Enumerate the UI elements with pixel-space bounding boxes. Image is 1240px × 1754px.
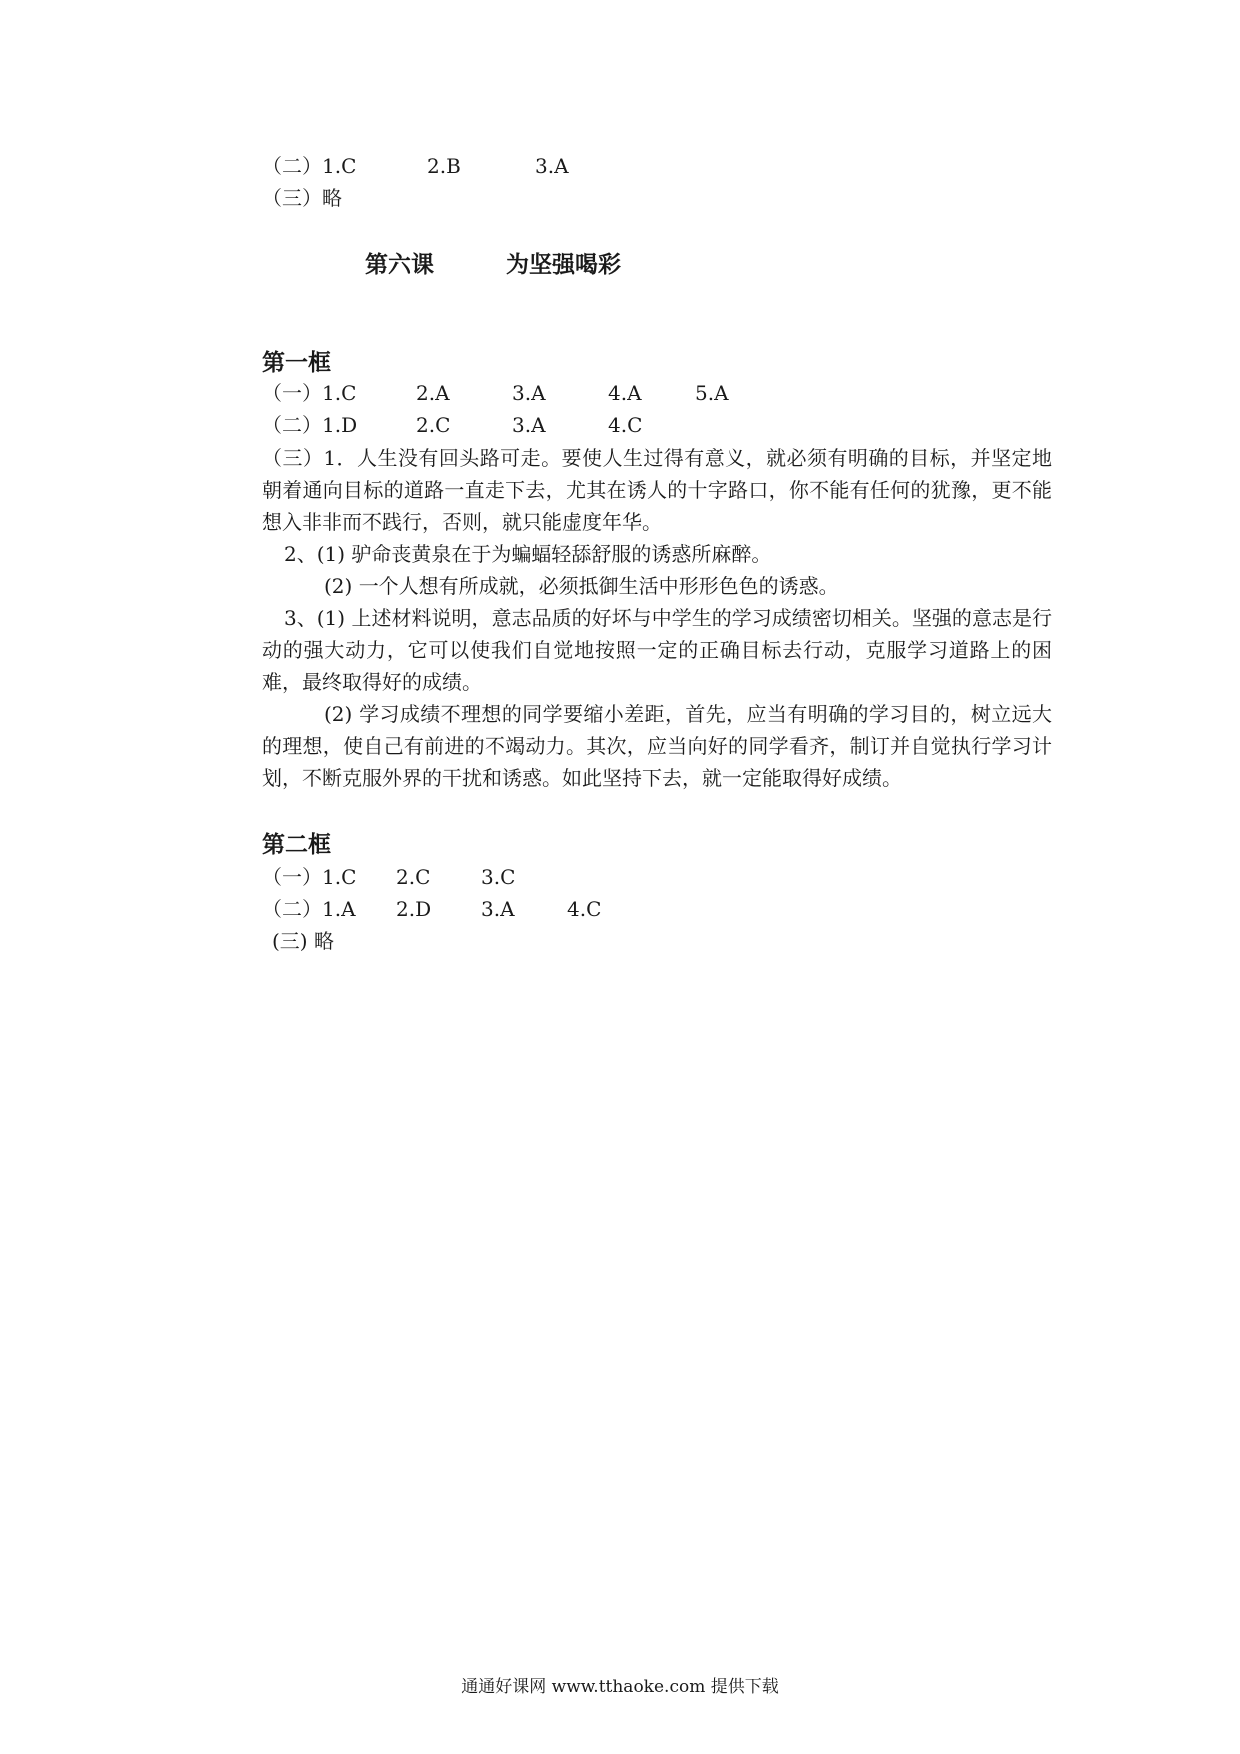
answer-row-frame2-group2 [262, 893, 601, 925]
answer-text: 略 [313, 929, 334, 953]
answer-item: 3.C [481, 865, 516, 889]
page-footer: 通通好课网 www.tthaoke.com 提供下载 [461, 1677, 779, 1697]
group-label: （二） [262, 413, 322, 437]
answer-row-top-group3 [262, 182, 342, 214]
answer-text: 略 [322, 186, 342, 210]
answer-item: 4.C [608, 413, 643, 437]
answer-item: 1.A [322, 897, 356, 921]
answer-paragraph-q3-2: (2) 学习成绩不理想的同学要缩小差距，首先，应当有明确的学习目的，树立远大的理想，使自己有前进的不竭动力。其次，应当向好的同学看齐，制订并自觉执行学习计划，不断克服外界的干扰和诱惑。如此坚持下去，就一定能取得好成绩。 [262, 702, 1052, 790]
lesson-name: 为坚强喝彩 [506, 252, 621, 278]
answer-item: 4.A [608, 381, 642, 405]
group-label: （二） [262, 897, 322, 921]
answer-item: 2.C [416, 413, 451, 437]
answer-paragraph-q3-1: 3、(1) 上述材料说明，意志品质的好坏与中学生的学习成绩密切相关。坚强的意志是行动的强大动力，它可以使我们自觉地按照一定的正确目标去行动，克服学习道路上的困难，最终取得好的成绩。 [262, 606, 1052, 694]
answer-item: 4.C [567, 897, 602, 921]
answer-item: 1.D [322, 413, 358, 437]
answer-item: 3.A [481, 897, 515, 921]
answer-row-frame2-group1 [262, 861, 515, 893]
answer-item: 3.A [512, 381, 546, 405]
answer-paragraph-q2-2: (2) 一个人想有所成就，必须抵御生活中形形色色的诱惑。 [324, 574, 839, 598]
answer-row-frame1-group2 [262, 409, 642, 441]
answer-row-top-group2 [262, 150, 569, 182]
answer-paragraph-q2-1: 2、(1) 驴命丧黄泉在于为蝙蝠轻舔舒服的诱惑所麻醉。 [284, 542, 772, 566]
answer-item: 1.C [322, 381, 357, 405]
answer-row-frame2-group3 [272, 925, 334, 957]
group-label: （一） [262, 865, 322, 889]
answer-item: 3.A [512, 413, 546, 437]
answer-item: 1.C [322, 865, 357, 889]
answer-item: 5.A [695, 381, 729, 405]
lesson-title [365, 246, 621, 279]
answer-item: 2.B [427, 154, 461, 178]
group-label: （二） [262, 154, 322, 178]
answer-item: 3.A [535, 154, 569, 178]
section-heading-frame2: 第二框 [262, 832, 331, 858]
section-heading-frame1: 第一框 [262, 350, 331, 376]
lesson-number: 第六课 [365, 252, 434, 278]
group-label: (三) [272, 929, 308, 953]
group-label: （三） [262, 186, 322, 210]
answer-item: 2.A [416, 381, 450, 405]
answer-paragraph-q1: （三）1．人生没有回头路可走。要使人生过得有意义，就必须有明确的目标，并坚定地朝着通向目标的道路一直走下去，尤其在诱人的十字路口，你不能有任何的犹豫，更不能想入非非而不践行，否则，就只能虚度年华。 [262, 446, 1052, 534]
answer-row-frame1-group1 [262, 377, 729, 409]
answer-item: 1.C [322, 154, 357, 178]
answer-item: 2.D [396, 897, 432, 921]
group-label: （一） [262, 381, 322, 405]
answer-item: 2.C [396, 865, 431, 889]
